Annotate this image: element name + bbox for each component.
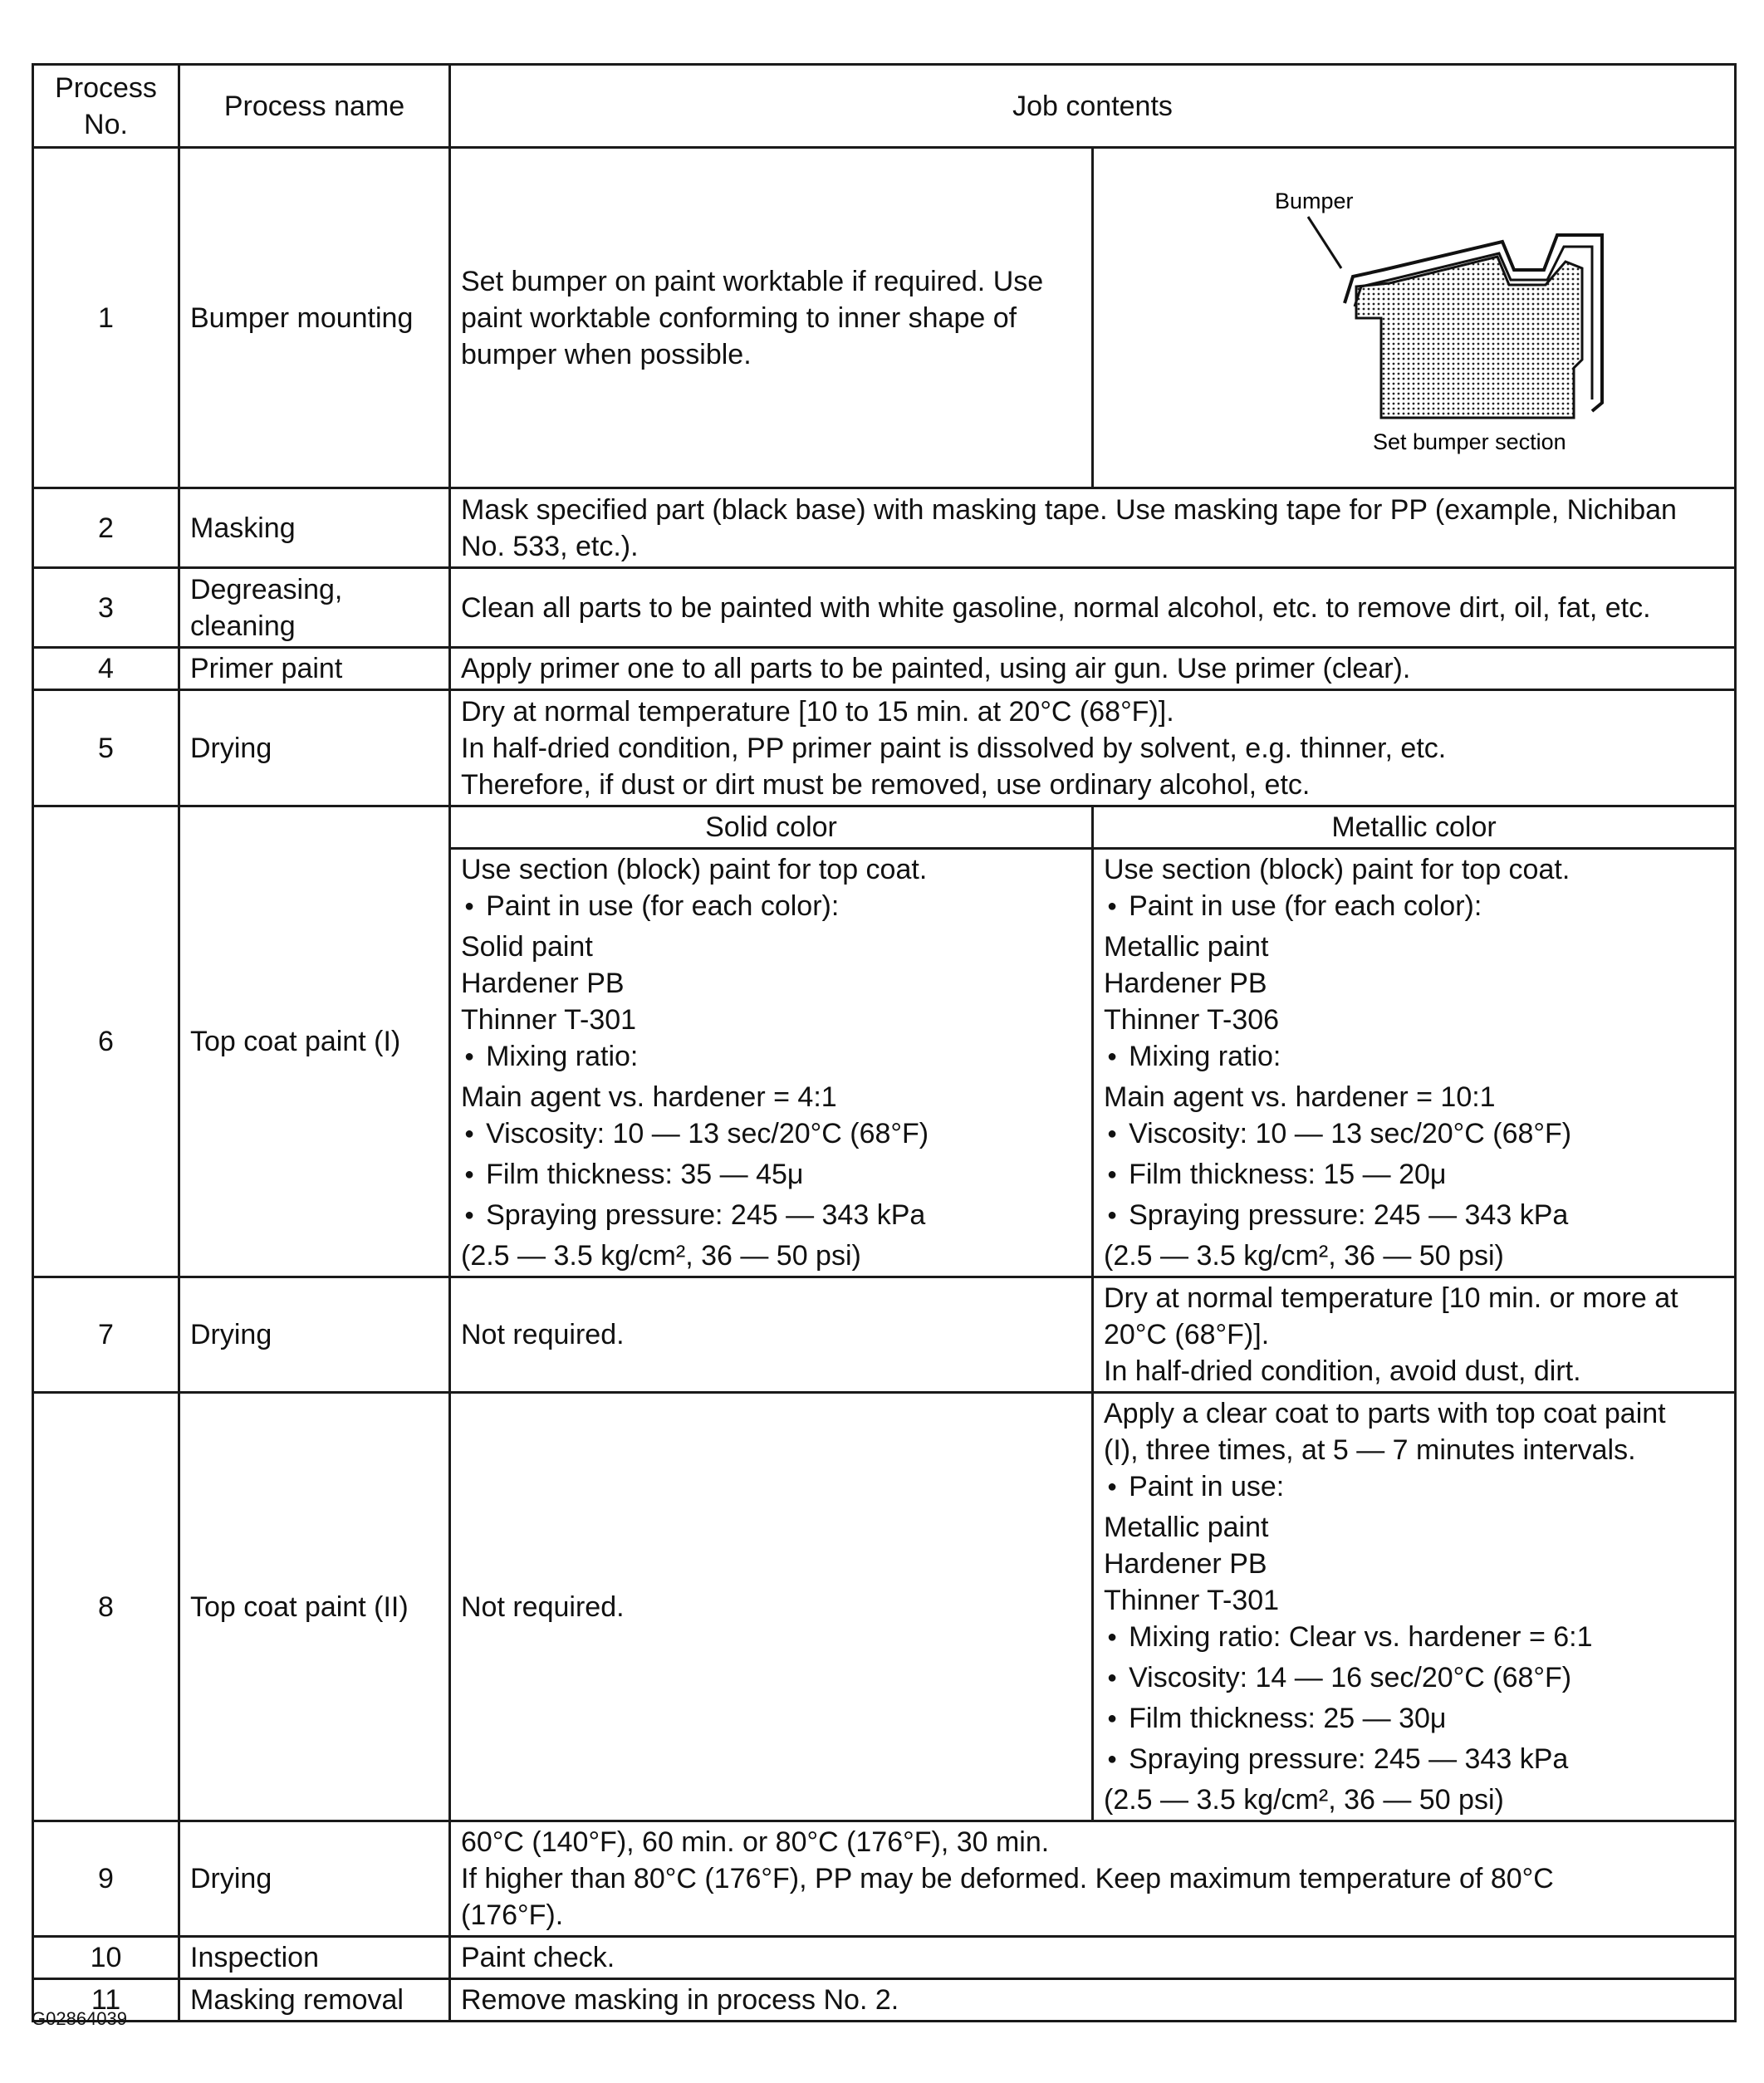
content-line: Metallic paint	[1104, 931, 1269, 963]
process-name: Top coat paint (I)	[179, 806, 450, 1277]
metallic-color-contents	[1093, 1393, 1736, 1821]
process-name: Inspection	[179, 1937, 450, 1979]
job-contents	[450, 690, 1736, 806]
content-line: Main agent vs. hardener = 10:1	[1104, 1081, 1496, 1113]
table-row	[33, 806, 1736, 849]
content-line: Metallic paint	[1104, 1512, 1269, 1543]
table-row	[33, 648, 1736, 690]
content-line: Main agent vs. hardener = 4:1	[461, 1081, 837, 1113]
table-row	[33, 1821, 1736, 1937]
bullet-line: ● Film thickness: 35 — 45μ	[461, 1156, 1081, 1197]
process-no: 7	[33, 1277, 179, 1393]
bullet-line: ● Mixing ratio:	[461, 1038, 1081, 1079]
content-line: 60°C (140°F), 60 min. or 80°C (176°F), 30 min.	[461, 1826, 1050, 1858]
process-no: 4	[33, 648, 179, 690]
job-contents: Clean all parts to be painted with white gasoline, normal alcohol, etc. to remove dirt, oil, fat, etc.	[450, 568, 1736, 648]
bullet-line: ● Spraying pressure: 245 — 343 kPa	[1104, 1197, 1724, 1238]
header-job-contents: Job contents	[450, 65, 1736, 148]
solid-color-contents: Not required.	[450, 1393, 1093, 1821]
table-row	[33, 488, 1736, 568]
content-line: Use section (block) paint for top coat.	[461, 854, 928, 885]
table-row	[33, 1937, 1736, 1979]
process-no: 8	[33, 1393, 179, 1821]
bumper-figure-cell	[1093, 148, 1736, 488]
content-line: Therefore, if dust or dirt must be removed, use ordinary alcohol, etc.	[461, 768, 1311, 801]
content-line: (2.5 — 3.5 kg/cm², 36 — 50 psi)	[1104, 1784, 1504, 1816]
process-no: 11	[33, 1979, 179, 2022]
solid-color-contents	[450, 849, 1093, 1277]
job-contents	[450, 1821, 1736, 1937]
process-name: Degreasing, cleaning	[179, 568, 450, 648]
process-name: Drying	[179, 690, 450, 806]
bullet-line: ● Mixing ratio:	[1104, 1038, 1724, 1079]
job-contents: Set bumper on paint worktable if required. Use paint worktable conforming to inner shape of bumper when possible.	[450, 148, 1093, 488]
table-row	[33, 1393, 1736, 1821]
figure-caption: Set bumper section	[1372, 429, 1566, 454]
content-line: Hardener PB	[461, 968, 625, 999]
bullet-line: ● Paint in use (for each color):	[1104, 888, 1724, 929]
job-contents: Apply primer one to all parts to be painted, using air gun. Use primer (clear).	[450, 648, 1736, 690]
process-no: 1	[33, 148, 179, 488]
bullet-line: ● Viscosity: 10 — 13 sec/20°C (68°F)	[1104, 1115, 1724, 1156]
table-row	[33, 1979, 1736, 2022]
bullet-line: ● Viscosity: 14 — 16 sec/20°C (68°F)	[1104, 1659, 1724, 1700]
bullet-line: ● Paint in use (for each color):	[461, 888, 1081, 929]
content-line: Hardener PB	[1104, 968, 1267, 999]
bullet-line: ● Spraying pressure: 245 — 343 kPa	[1104, 1741, 1724, 1782]
figure-code: G02864039	[32, 2008, 127, 2029]
process-no: 6	[33, 806, 179, 1277]
process-name: Masking removal	[179, 1979, 450, 2022]
content-line: Thinner T-301	[1104, 1585, 1280, 1616]
content-line: Thinner T-306	[1104, 1004, 1280, 1036]
content-line: Thinner T-301	[461, 1004, 637, 1036]
header-row	[33, 65, 1736, 148]
job-contents: Remove masking in process No. 2.	[450, 1979, 1736, 2022]
process-name: Drying	[179, 1821, 450, 1937]
table-row	[33, 690, 1736, 806]
bullet-line: ● Film thickness: 15 — 20μ	[1104, 1156, 1724, 1197]
solid-color-contents: Not required.	[450, 1277, 1093, 1393]
table-row	[33, 1277, 1736, 1393]
content-line: 20°C (68°F)].	[1104, 1319, 1270, 1350]
content-line: (2.5 — 3.5 kg/cm², 36 — 50 psi)	[461, 1240, 861, 1272]
content-line: If higher than 80°C (176°F), PP may be deformed. Keep maximum temperature of 80°C	[461, 1863, 1554, 1894]
process-name: Top coat paint (II)	[179, 1393, 450, 1821]
content-line: (176°F).	[461, 1899, 564, 1931]
metallic-color-contents	[1093, 849, 1736, 1277]
bumper-section-figure	[1182, 177, 1647, 459]
bullet-line: ● Viscosity: 10 — 13 sec/20°C (68°F)	[461, 1115, 1081, 1156]
content-line: Dry at normal temperature [10 to 15 min. at 20°C (68°F)].	[461, 695, 1174, 728]
job-contents: Paint check.	[450, 1937, 1736, 1979]
content-line: In half-dried condition, PP primer paint is dissolved by solvent, e.g. thinner, etc.	[461, 732, 1447, 764]
process-no: 3	[33, 568, 179, 648]
process-name: Primer paint	[179, 648, 450, 690]
content-line: Dry at normal temperature [10 min. or more at	[1104, 1282, 1678, 1314]
job-contents: Mask specified part (black base) with masking tape. Use masking tape for PP (example, Nichiban No. 533, etc.).	[450, 488, 1736, 568]
bullet-line: ● Paint in use:	[1104, 1468, 1724, 1509]
table-row	[33, 568, 1736, 648]
table-row	[33, 148, 1736, 488]
header-process-no: Process No.	[33, 65, 179, 148]
process-no: 5	[33, 690, 179, 806]
process-no: 10	[33, 1937, 179, 1979]
bumper-leader-line	[1308, 217, 1341, 268]
process-no: 2	[33, 488, 179, 568]
header-process-name: Process name	[179, 65, 450, 148]
content-line: In half-dried condition, avoid dust, dirt.	[1104, 1355, 1581, 1387]
process-name: Bumper mounting	[179, 148, 450, 488]
subheader-solid-color: Solid color	[450, 806, 1093, 849]
content-line: Apply a clear coat to parts with top coat paint	[1104, 1398, 1666, 1429]
bullet-line: ● Film thickness: 25 — 30μ	[1104, 1700, 1724, 1741]
content-line: Solid paint	[461, 931, 593, 963]
process-table	[32, 63, 1737, 2022]
content-line: (2.5 — 3.5 kg/cm², 36 — 50 psi)	[1104, 1240, 1504, 1272]
content-line: Hardener PB	[1104, 1548, 1267, 1580]
subheader-metallic-color: Metallic color	[1093, 806, 1736, 849]
process-no: 9	[33, 1821, 179, 1937]
content-line: (I), three times, at 5 — 7 minutes intervals.	[1104, 1434, 1636, 1466]
metallic-color-contents	[1093, 1277, 1736, 1393]
bullet-line: ● Spraying pressure: 245 — 343 kPa	[461, 1197, 1081, 1238]
bumper-label: Bumper	[1274, 188, 1354, 213]
bullet-line: ● Mixing ratio: Clear vs. hardener = 6:1	[1104, 1619, 1724, 1659]
content-line: Use section (block) paint for top coat.	[1104, 854, 1570, 885]
process-name: Masking	[179, 488, 450, 568]
process-name: Drying	[179, 1277, 450, 1393]
